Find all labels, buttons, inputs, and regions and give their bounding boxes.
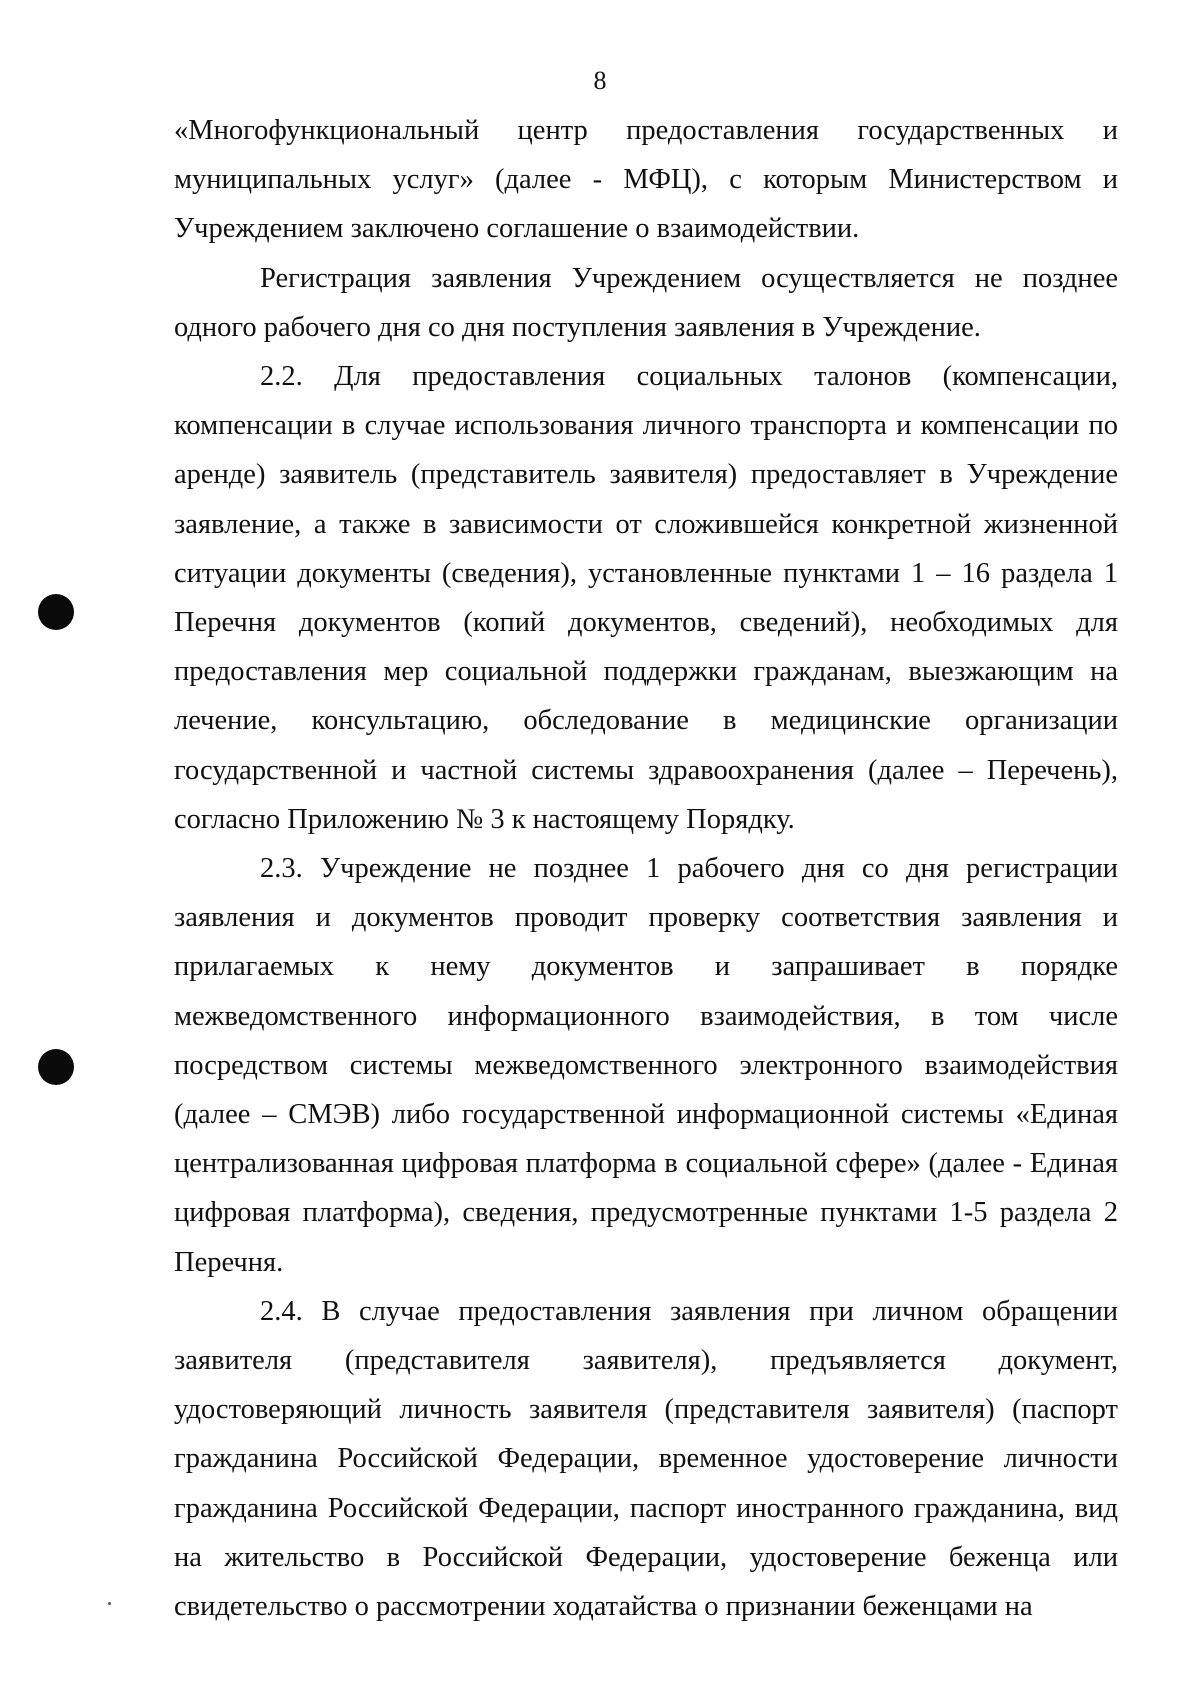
- paragraph-registration: Регистрация заявления Учреждением осуществляется не позднее одного рабочего дня со дня поступления заявления в Учреждение.: [174, 262, 1118, 343]
- paragraph-intro-mfc: «Многофункциональный центр предоставления государственных и муниципальных услуг» (далее - МФЦ), с которым Министерством и Учреждением заключено соглашение о взаимодействии.: [174, 115, 1118, 245]
- document-body: [174, 106, 1118, 1631]
- scan-speck: [108, 1602, 111, 1605]
- page-number: 8: [593, 66, 607, 95]
- punch-hole: [38, 1049, 74, 1085]
- paragraph-clause-2-4: 2.4. В случае предоставления заявления при личном обращении заявителя (представителя заявителя), предъявляется документ, удостоверяющий личность заявителя (представителя заявителя) (паспорт гражданина Российской Федерации, временное удостоверение личности гражданина Российской Федерации, паспорт иностранного гражданина, вид на жительство в Российской Федерации, удостоверение беженца или свидетельство о рассмотрении ходатайства о признании беженцами на: [174, 1295, 1118, 1623]
- punch-hole: [38, 594, 74, 630]
- paragraph-clause-2-2: 2.2. Для предоставления социальных талонов (компенсации, компенсации в случае использования личного транспорта и компенсации по аренде) заявитель (представитель заявителя) предоставляет в Учреждение заявление, а также в зависимости от сложившейся конкретной жизненной ситуации документы (сведения), установленные пунктами 1 – 16 раздела 1 Перечня документов (копий документов, сведений), необходимых для предоставления мер социальной поддержки гражданам, выезжающим на лечение, консультацию, обследование в медицинские организации государственной и частной системы здравоохранения (далее – Перечень), согласно Приложению № 3 к настоящему Порядку.: [174, 361, 1118, 835]
- paragraph-clause-2-3: 2.3. Учреждение не позднее 1 рабочего дня со дня регистрации заявления и документов проводит проверку соответствия заявления и прилагаемых к нему документов и запрашивает в порядке межведомственного информационного взаимодействия, в том числе посредством системы межведомственного электронного взаимодействия (далее – СМЭВ) либо государственной информационной системы «Единая централизованная цифровая платформа в социальной сфере» (далее - Единая цифровая платформа), сведения, предусмотренные пунктами 1-5 раздела 2 Перечня.: [174, 853, 1118, 1278]
